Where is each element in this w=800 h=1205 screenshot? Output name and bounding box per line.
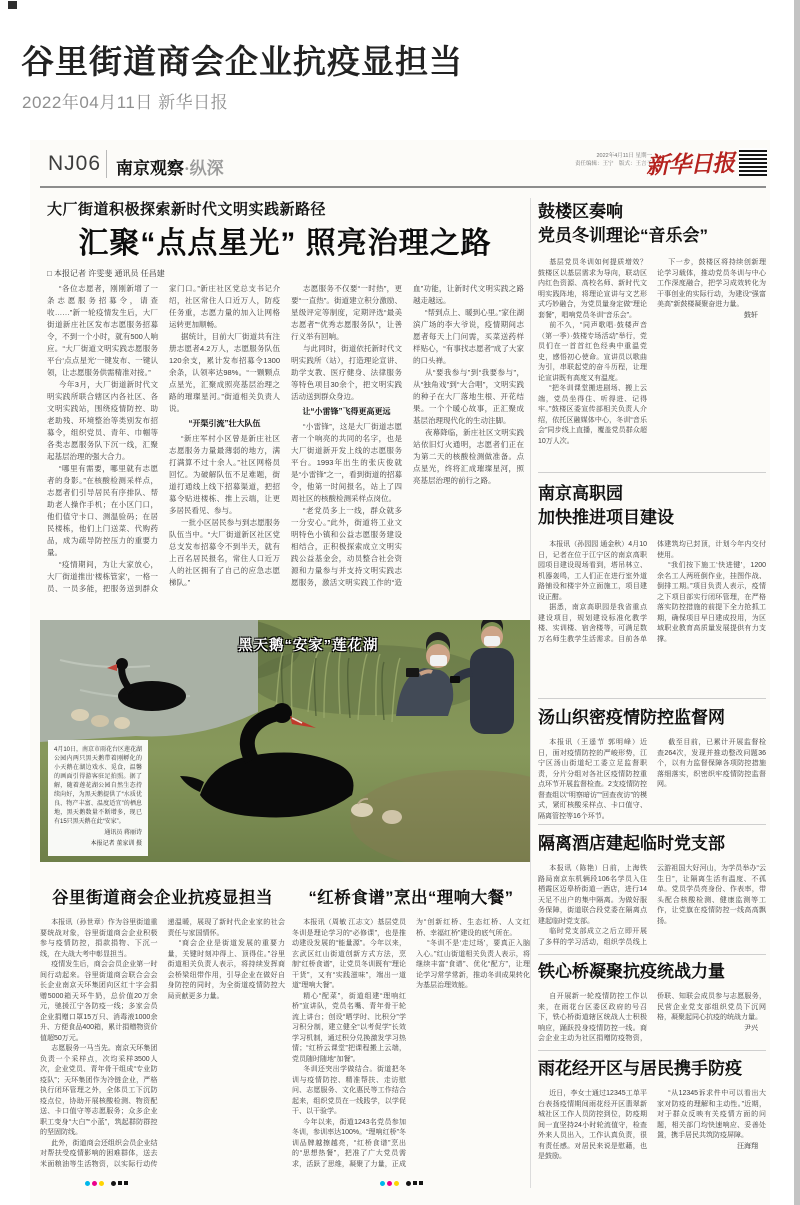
story-guli	[40, 884, 285, 1170]
story-hongqiao	[292, 884, 530, 1170]
body-paragraph: 汪海翔	[737, 1142, 758, 1150]
body-paragraph: 疫情发生后，商会会员企业第一时间行动起来。谷里街道商会联合会会长企业南京天环集团向区红十字会捐赠5000箱天环牛奶，总价值20万余元，驰援江宁各防疫一线；多家会员企业捐赠口罩15万只、消毒液1000余升、方便食品400箱，累计捐赠物资价值超50万元。	[40, 961, 158, 1042]
photo-title-overlay: 黑天鹅“安家”莲花湖	[238, 638, 379, 654]
body-paragraph: “开渠引流”壮大队伍	[188, 419, 261, 428]
masthead-meta	[532, 152, 652, 168]
body-paragraph: “我们按下施工‘快进键’，1200余名工人两班倒作业，挂图作战、倒排工期。”项目负责人表示，疫情之下项目部实行闭环管理，在严格落实防控措施的前提下全力抢抓工期，确保项目早日建成投用，为区域职业教育高质量发展提供有力支撑。	[657, 562, 766, 643]
rc-article-tiexinqiao	[538, 960, 766, 1052]
body-paragraph: 截至目前，已累计开展监督检查264次，发现并推动整改问题36个，以有力监督保障各项防控措施落细落实，织密织牢疫情防控监督网。	[657, 739, 766, 788]
reg-square	[124, 1181, 128, 1185]
body-paragraph: “疫情期间，为让大家放心，大厂街道推出‘楼栋管家’，一格一员、一员多能，把服务送到群众家门口。”新庄社区党总支书记介绍，社区常住人口近万人，防疫任务重，志愿力量的加入让网格运转更加顺畅。	[47, 284, 280, 593]
rc-tangshan-body	[538, 738, 766, 824]
lead-byline: □ 本报记者 许雯斐 通讯员 任昌建	[47, 269, 165, 278]
body-paragraph: “新庄军村小区曾是新庄社区志愿服务力量最薄弱的地方，满打满算不过十余人。”社区网格员回忆。为破解队伍不足难题，街道打通线上线下招募渠道，把招募令贴进楼栋、推上云端，让更多居民看见、参与。	[169, 434, 280, 515]
lead-kicker: 大厂街道积极探索新时代文明实践新路径	[47, 201, 327, 218]
rc-article-geli	[538, 832, 766, 954]
page-title: 谷里街道商会企业抗疫显担当	[21, 43, 463, 81]
body-paragraph: 志愿服务一马当先。南京天环集团负责一个采样点，次均采样3500人次，企业党员、青年骨干组成“专业防疫队”；天环集团作为冷链企业，严格执行闭环管理之外，全体员工下沉防疫点位，协助开展核酸检测、物资配送、卡口值守等志愿服务；众多企业职工变身“大白”“小蓝”，筑起群防群控的坚固防线。	[40, 1045, 158, 1136]
rc-gzy-headline-line1: 南京高职园	[538, 484, 623, 503]
body-paragraph: 让“小雷锋”飞得更高更远	[302, 407, 391, 416]
article-divider	[538, 1050, 766, 1051]
masthead-section	[116, 154, 224, 179]
body-paragraph: “把冬训课堂搬进剧场、搬上云端，党员坐得住、听得进、记得牢。”鼓楼区委宣传部相关负责人介绍，依托区融媒体中心，冬训“音乐会”同步线上直播，覆盖党员群众超10万人次。	[538, 385, 647, 445]
article-date-source: 2022年04月11日 新华日报	[22, 93, 229, 112]
body-paragraph: 本报讯（孙园园 通金秋）4月10日，记者在位于江宁区的南京高职园项目建设现场看到，塔吊林立、机器轰鸣，工人们正在进行室外道路铺设和楼宇外立面施工，项目建设正酣。	[538, 541, 647, 601]
newspaper-page-image[interactable]	[30, 140, 770, 1205]
body-paragraph: “帮到点上、暖到心里。”家住湖滨广场的李大爷说，疫情期间志愿者每天上门问需，买菜送药样样贴心，“有事找志愿者”成了大家的口头禅。	[413, 308, 524, 365]
body-paragraph: 本报讯（陈艳）日前，上海铁路局南京东机辆段106名学员入住栖霞区迈皋桥街道一酒店，进行14天足不出户的集中隔离。为做好服务保障，街道联合段党委在隔离点建起临时党支部。	[538, 865, 647, 925]
body-paragraph: 基层党员冬训如何提质增效？鼓楼区以基层需求为导向，联动区内红色资源、高校名师、新时代文明实践阵地，将理论宣讲与文艺形式巧妙融合，为党员量身定做“理论套餐”，唱响党员冬训“音乐会”。	[538, 259, 647, 319]
body-paragraph: 据统计，目前大厂街道共有注册志愿者4.2万人，志愿服务队伍120余支，累计发布招募令1300余条，认领率达98%。“一颗颗点点星光，汇聚成照亮基层治理之路的璀璨星河。”街道相关负责人说。	[169, 332, 280, 413]
body-paragraph: 鼓轩	[744, 311, 758, 319]
story-guli-body	[40, 918, 285, 1170]
body-paragraph: 今年以来，街道1243名党员参加冬训，参训率达100%。“理响红桥”冬训品牌越擦越亮，“红桥食谱”烹出的“思想热餐”，把准了广大党员需求，活跃了思维，凝聚了力量，正成为“创新红桥、生态红桥、人文红桥、幸福红桥”建设的底气所在。	[292, 919, 530, 1168]
rc-article-gulou	[538, 200, 766, 456]
body-paragraph: 精心“配菜”，街道组建“理响红桥”宣讲队，党员名嘴、青年骨干轮流上讲台；创设“晒学时、比积分”学习积分制，建立健全“以考促学”长效学习机制，通过积分兑换激发学习热情；“红桥云课堂”把课程搬上云端，党员随时随地“加餐”。	[292, 992, 406, 1063]
rc-gzy-headline-line2: 加快推进项目建设	[538, 508, 674, 527]
registration-marks-left	[85, 1180, 128, 1186]
reg-cyan-dot	[85, 1181, 90, 1186]
story-hongqiao-headline: “红桥食谱”烹出“理响大餐”	[308, 889, 514, 907]
reg-square	[413, 1181, 417, 1185]
body-paragraph: 近日，李女士通过12345工单平台表扬疫情期间雨花经开区翡翠新城社区工作人员防控到位，防疫期间一直坚持24小时轮流值守，检查外来人员出入，工作认真负责，很有责任感。对居民来说是慰藉，也是鼓励。	[538, 1090, 647, 1160]
story-hongqiao-body	[292, 918, 530, 1170]
body-paragraph: 下一步，鼓楼区将持续创新理论学习载体，推动党员冬训与中心工作深度融合，把学习成效转化为干事创业的实际行动，为建设“强富美高”新鼓楼凝聚奋进力量。	[657, 259, 766, 308]
newspaper-brand-logo: 新华日报	[645, 149, 735, 180]
masthead-page-number: NJ06	[48, 152, 102, 175]
body-paragraph: 本报讯（孙世章）作为谷里街道重要统战对象，谷里街道商会企业积极参与疫情防控，捐款捐物、下沉一线，在大战大考中彰显担当。	[40, 919, 158, 958]
registration-marks-center	[380, 1180, 423, 1186]
reg-yellow-dot	[394, 1181, 399, 1186]
news-photo	[40, 620, 530, 862]
body-paragraph: 前不久，“同声歌唱·鼓楼声音（第一季）·鼓楼专场活动”举行，党员们在一首首红色经典中重温党史，感悟初心使命。宣讲员以歌曲为引，串联起党的奋斗历程，让理论宣讲既有高度又有温度。	[538, 322, 647, 382]
body-paragraph: “小雷锋”，这是大厂街道志愿者一个响亮的共同的名字，也是大厂街道新开发上线的志愿服务平台。1993年出生的张庆俊就是“小雷锋”之一，看到街道的招募令，他第一时间报名，站上了四周社区的核酸检测采样点岗位。	[291, 422, 402, 503]
body-paragraph: 临时党支部成立之后立即开展了多样的学习活动，组织学员线上云游祖国大好河山，为学员举办“云生日”，让隔离生活有温度、不孤单。党员学员亮身份、作表率，带头配合核酸检测、健康监测等工作，让党旗在疫情防控一线高高飘扬。	[538, 865, 766, 946]
reg-magenta-dot	[92, 1181, 97, 1186]
masthead-rule	[40, 186, 766, 188]
rc-txq-body	[538, 992, 766, 1052]
section-subname: ·纵深	[184, 159, 224, 178]
body-paragraph: 据悉，南京高职园是我省重点建设项目，规划建设标准化教学楼、实训楼、宿舍楼等，可满足数万名师生教学生活需求。目前各单体建筑均已封顶，计划今年内交付使用。	[538, 541, 766, 643]
body-paragraph: 一批小区居民参与到志愿服务队伍当中。“大厂街道新区社区党总支发布招募令不到半天，就有上百名居民报名，常住人口近万人的社区拥有了自己的应急志愿梯队。”	[169, 518, 280, 587]
body-paragraph: 志愿服务不仅要“一时热”，更要“一直热”。街道建立积分激励、星级评定等制度，定期评选“最美志愿者”“优秀志愿服务队”，让善行义举有回响。	[291, 284, 402, 341]
rc-geli-body	[538, 864, 766, 954]
body-paragraph: “哪里有需要，哪里就有志愿者的身影。”在核酸检测采样点，志愿者们引导居民有序排队、帮助老人操作手机；在小区门口，他们值守卡口、测温验码；在居民楼栋，他们上门送菜、代购药品，成为疏导防控压力的重要力量。	[47, 464, 158, 557]
article-divider	[538, 698, 766, 699]
body-paragraph: 自开展新一轮疫情防控工作以来，在雨花台区委区政府的号召下，铁心桥街道辖区统战人士积极响应，踊跃投身疫情防控一线。商会企业主动为社区捐赠防疫物资，侨联、知联会成员参与志愿服务，民营企业党支部组织党员下沉网格，凝聚起同心抗疫的统战力量。	[538, 993, 766, 1042]
body-paragraph: 本报讯（周敏 江志文）基层党员冬训是理论学习的“必修课”，也是推动建设发展的“能量源”。今年以来，玄武区红山街道创新方式方法，烹制“红桥食谱”，让党员冬训既有“理论干货”，又有“实践滋味”，端出一道道“理响大餐”。	[292, 919, 406, 989]
masthead-divider	[106, 150, 107, 178]
rc-tangshan-headline: 汤山织密疫情防控监督网	[538, 708, 725, 727]
qr-code	[739, 148, 767, 176]
rc-gzy-body	[538, 540, 766, 658]
lead-body	[47, 283, 524, 605]
body-paragraph: 今年3月，大厂街道新时代文明实践所联合辖区内各社区、各文明实践站，围绕疫情防控、助老助残、环境整治等类别发布招募令，组织党员、青年、巾帼等各类志愿服务队下沉一线，汇聚起基层治理的强大合力。	[47, 380, 158, 461]
reg-black-dot	[111, 1181, 116, 1186]
photo-caption-text: 4月10日，南京市雨花台区莲花湖公园内两只黑天鹅带着刚孵化的小天鹅在湖边戏水、觅食，温馨的画面引得游客驻足拍照。据了解，随着莲花湖公园自然生态持续向好，为黑天鹅提供了“水质优良、物产丰富、温度适宜”的栖息地，黑天鹅数量不断增多，现已有15只黑天鹅在此“安家”。	[54, 747, 143, 825]
story-guli-headline: 谷里街道商会企业抗疫显担当	[52, 889, 273, 907]
body-paragraph: 冬训还突出学做结合。街道把冬训与疫情防控、精准帮扶、走访慰问、志愿服务、文化惠民等工作结合起来，组织党员在一线践学，以学促干、以干验学。	[292, 1066, 406, 1115]
rc-article-gaozhiyuan	[538, 482, 766, 658]
column-divider-vertical	[530, 198, 531, 1188]
rc-geli-headline: 隔离酒店建起临时党支部	[538, 834, 725, 853]
corner-mark	[8, 1, 17, 9]
rc-gulou-headline-line2: 党员冬训理论“音乐会”	[538, 226, 708, 245]
rc-yuhua-body	[538, 1089, 766, 1181]
masthead-date: 2022年4月11日 星期一	[596, 153, 652, 159]
photo-caption	[48, 740, 148, 856]
body-paragraph: “商会企业是街道发展的重要力量，关键时刻冲得上、顶得住。”谷里街道相关负责人表示，将持续发挥商会桥梁纽带作用，引导企业在做好自身防控的同时，为全街道疫情防控大局贡献更多力量。	[167, 940, 285, 1000]
photo-credit-1: 通讯员 蒋丽诗	[104, 830, 142, 836]
section-name: 南京观察	[116, 159, 184, 178]
lead-headline: 汇聚“点点星光” 照亮治理之路	[78, 227, 492, 260]
rc-txq-headline: 铁心桥凝聚抗疫统战力量	[538, 962, 725, 981]
body-paragraph: “从12345诉求件中可以看出大家对防疫的理解和主动性。”近期，对于群众反映有关疫情方面的问题，相关部门均快速响应、妥善处置，携手居民共筑防疫屏障。	[657, 1090, 766, 1139]
body-paragraph: 从“要我参与”到“我要参与”，从“独角戏”到“大合唱”，文明实践的种子在大厂落地生根、开花结果。一个个暖心故事，正汇聚成基层治理现代化的生动注脚。	[413, 368, 524, 425]
body-paragraph: 此外，街道商会还组织会员企业结对帮扶受疫情影响的困难群体，送去米面粮油等生活物资，以实际行动传递温暖，展现了新时代企业家的社会责任与家国情怀。	[40, 919, 285, 1168]
masthead-editors: 责任编辑：王宁 版式：王言予	[574, 161, 652, 167]
rc-article-tangshan	[538, 706, 766, 824]
rc-gulou-headline-line1: 鼓楼区奏响	[538, 202, 623, 221]
article-divider	[538, 954, 766, 955]
rc-gulou-body	[538, 258, 766, 456]
body-paragraph: “冬训不是‘走过场’，要真正入脑入心。”红山街道相关负责人表示，将继续丰富“食谱”、优化“配方”，让理论学习常学常新，推动冬训成果转化为基层治理效能。	[416, 940, 530, 989]
rc-article-yuhua	[538, 1057, 766, 1181]
article-divider	[538, 824, 766, 825]
reg-yellow-dot	[99, 1181, 104, 1186]
scrollbar-track[interactable]	[794, 0, 800, 1205]
article-divider	[538, 472, 766, 473]
body-paragraph: 夜幕降临，新庄社区文明实践站依旧灯火通明，志愿者们正在为第二天的核酸检测做准备。点点星光，终将汇成璀璨星河，照亮基层治理的前行之路。	[413, 428, 524, 485]
reg-black-dot	[406, 1181, 411, 1186]
body-paragraph: 本报讯（王遥节 郭明峰）近日，面对疫情防控的严峻形势，江宁区汤山街道纪工委立足监督职责，分片分组对各社区疫情防控重点环节开展监督检查。2支疫情防控督查组以“明察暗访”“回查夜访”的模式，紧盯核酸采样点、卡口值守、隔离管控等16个环节。	[538, 739, 647, 820]
photo-credit-2: 本报记者 董家训 摄	[90, 841, 142, 847]
reg-magenta-dot	[387, 1181, 392, 1186]
reg-square	[419, 1181, 423, 1185]
body-paragraph: 与此同时，街道依托新时代文明实践所（站），打造理论宣讲、助学支教、医疗健身、法律服务等特色项目30余个，把文明实践活动送到群众身边。	[291, 344, 402, 401]
body-paragraph: “老党员多上一线，群众就多一分安心。”此外，街道将工业文明特色小镇和公益志愿服务建设相结合，正积极探索成立文明实践公益基金会，动员整合社会资源和力量参与并支持文明实践志愿服务，激活文明实践工作的“造血”功能，让新时代文明实践之路越走越远。	[291, 284, 524, 587]
reg-square	[118, 1181, 122, 1185]
reg-cyan-dot	[380, 1181, 385, 1186]
rc-yuhua-headline: 雨花经开区与居民携手防疫	[538, 1059, 742, 1078]
body-paragraph: “各位志愿者，刚刚新增了一条志愿服务招募令，请查收……”新一轮疫情发生后，大厂街道新庄社区发布志愿服务招募令，不到一个小时，就有500人响应。“大厂街道文明实践志愿服务平台‘点点星光’一键发布、一键认领，让志愿服务供需精准对接。”	[47, 284, 158, 377]
body-paragraph: 尹兴	[744, 1024, 758, 1032]
